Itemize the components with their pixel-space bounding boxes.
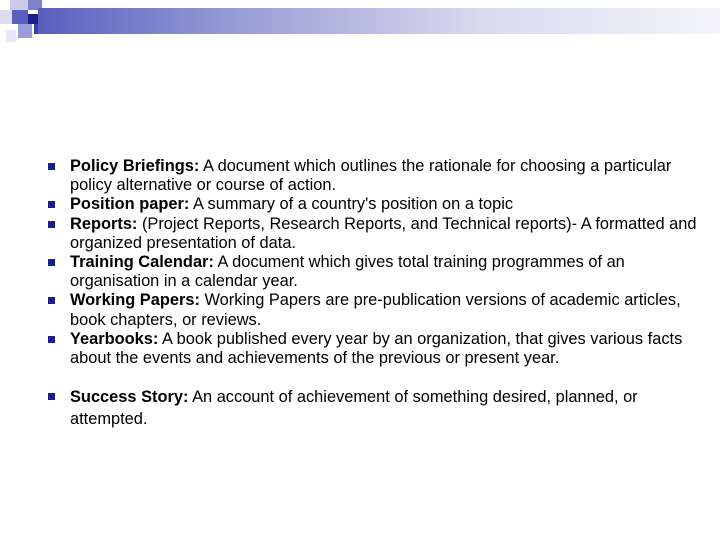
corner-square: [6, 30, 16, 42]
item-term: Yearbooks:: [70, 329, 159, 348]
item-text: (Project Reports, Research Reports, and Technical reports)- A formatted and organized presentation of data.: [70, 214, 697, 252]
corner-square: [0, 10, 12, 24]
item-term: Reports:: [70, 214, 138, 233]
item-text: A document which gives total training programmes of an organisation in a calendar year.: [70, 253, 625, 291]
square-bullet-icon: [48, 163, 55, 170]
list-item: [48, 215, 698, 253]
item-text: Working Papers are pre-publication versions of academic articles, book chapters, or reviews.: [70, 291, 681, 329]
item-text: An account of achievement of something desired, planned, or attempted.: [70, 388, 638, 429]
item-term: Training Calendar:: [70, 253, 214, 272]
corner-square: [10, 0, 28, 10]
list-item: [48, 195, 698, 214]
square-bullet-icon: [48, 336, 55, 343]
square-bullet-icon: [48, 201, 55, 208]
item-text: A summary of a country's position on a topic: [189, 195, 514, 214]
list-item: [48, 386, 698, 430]
square-bullet-icon: [48, 221, 55, 228]
square-bullet-icon: [48, 259, 55, 266]
item-term: Success Story:: [70, 388, 189, 407]
list-item: [48, 330, 698, 368]
corner-square: [12, 10, 28, 24]
item-term: Policy Briefings:: [70, 157, 200, 175]
corner-square: [28, 14, 38, 24]
square-bullet-icon: [48, 297, 55, 304]
item-term: Position paper:: [70, 195, 190, 214]
item-text: A document which outlines the rationale for choosing a particular policy alternative or course of action.: [70, 157, 672, 195]
bullet-list: [48, 157, 698, 430]
square-bullet-icon: [48, 393, 55, 400]
header-band: [38, 8, 720, 34]
list-item: [48, 291, 698, 329]
corner-square: [18, 24, 32, 38]
item-text: A book published every year by an organization, that gives various facts about the events and achievements of the previous or present year.: [70, 329, 683, 368]
list-item: [48, 157, 698, 195]
item-term: Working Papers:: [70, 291, 200, 310]
list-item: [48, 253, 698, 291]
